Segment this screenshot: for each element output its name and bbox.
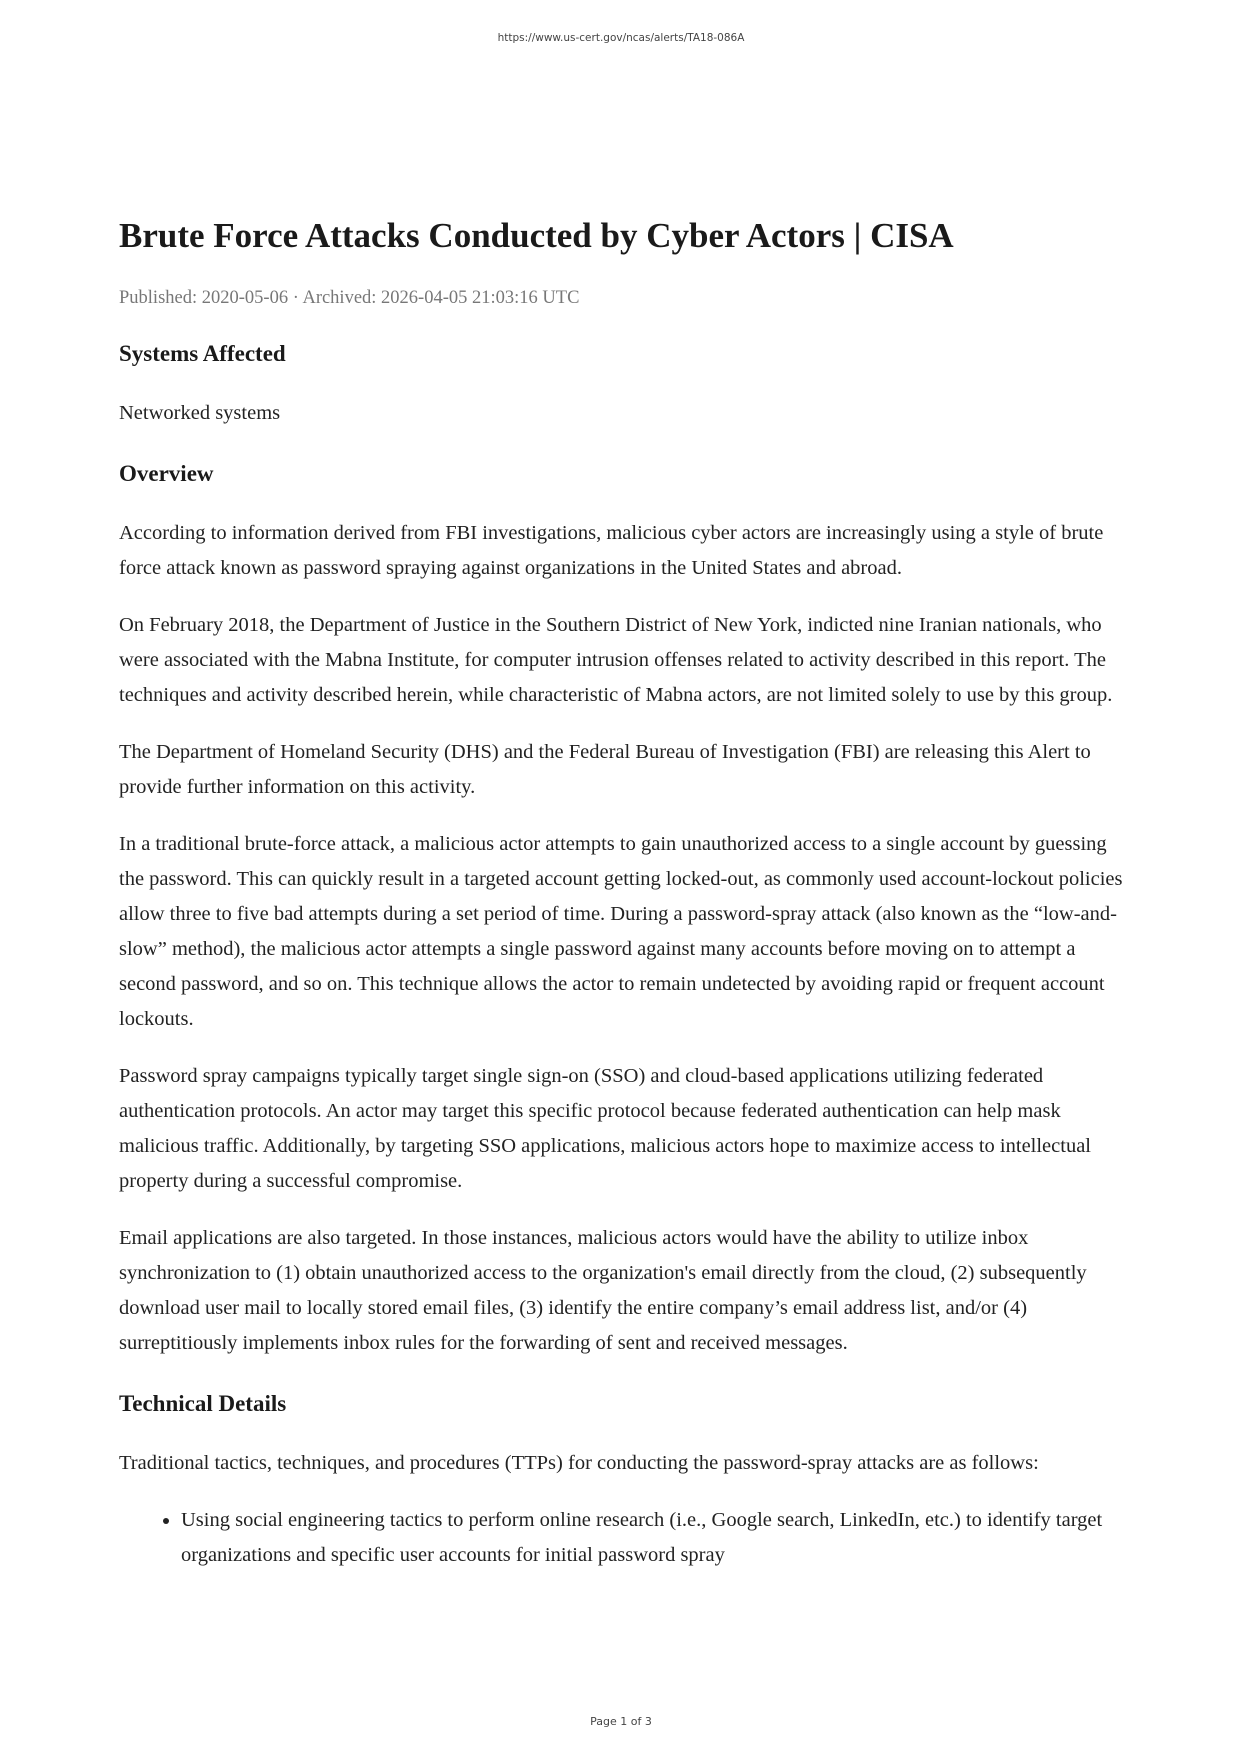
paragraph: According to information derived from FBI investigations, malicious cyber actors are increasingly using a style of brute force attack known as password spraying against organizations in the United States and abroad.: [119, 522, 1104, 579]
paragraph: Networked systems: [119, 402, 281, 424]
heading-overview: Overview: [119, 461, 214, 486]
ttp-list: [119, 1503, 1129, 1573]
heading-technical-details: Technical Details: [119, 1391, 287, 1416]
heading-systems-affected: Systems Affected: [119, 341, 286, 366]
list-item: • Using social engineering tactics to perform online research (i.e., Google search, LinkedIn, etc.) to identify target organizations and specific user accounts for initial password spray: [181, 1503, 1129, 1573]
article: [119, 212, 1129, 1573]
paragraph: Email applications are also targeted. In those instances, malicious actors would have the ability to utilize inbox synchronization to (1) obtain unauthorized access to the organization's email directly from the cloud, (2) subsequently download user mail to locally stored email files, (3) identify the entire company’s email address list, and/or (4) surreptitiously implements inbox rules for the forwarding of sent and received messages.: [119, 1227, 1087, 1354]
paragraph: Traditional tactics, techniques, and procedures (TTPs) for conducting the password-spray attacks are as follows:: [119, 1452, 1039, 1474]
paragraph: On February 2018, the Department of Justice in the Southern District of New York, indicted nine Iranian nationals, who were associated with the Mabna Institute, for computer intrusion offenses related to activity described in this report. The techniques and activity described herein, while characteristic of Mabna actors, are not limited solely to use by this group.: [119, 614, 1113, 706]
publish-meta: Published: 2020-05-06 · Archived: 2026-04-05 21:03:16 UTC: [119, 288, 580, 308]
source-url: https://www.us-cert.gov/ncas/alerts/TA18-086A: [497, 32, 745, 44]
paragraph: In a traditional brute-force attack, a malicious actor attempts to gain unauthorized access to a single account by guessing the password. This can quickly result in a targeted account getting locked-out, as commonly used account-lockout policies allow three to five bad attempts during a set period of time. During a password-spray attack (also known as the “low-and-slow” method), the malicious actor attempts a single password against many accounts before moving on to attempt a second password, and so on. This technique allows the actor to remain undetected by avoiding rapid or frequent account lockouts.: [119, 833, 1123, 1030]
paragraph: The Department of Homeland Security (DHS) and the Federal Bureau of Investigation (FBI) are releasing this Alert to provide further information on this activity.: [119, 741, 1091, 798]
page-number: Page 1 of 3: [590, 1715, 652, 1728]
paragraph: Password spray campaigns typically target single sign-on (SSO) and cloud-based applications utilizing federated authentication protocols. An actor may target this specific protocol because federated authentication can help mask malicious traffic. Additionally, by targeting SSO applications, malicious actors hope to maximize access to intellectual property during a successful compromise.: [119, 1065, 1091, 1192]
page-title: Brute Force Attacks Conducted by Cyber Actors | CISA: [119, 216, 954, 255]
